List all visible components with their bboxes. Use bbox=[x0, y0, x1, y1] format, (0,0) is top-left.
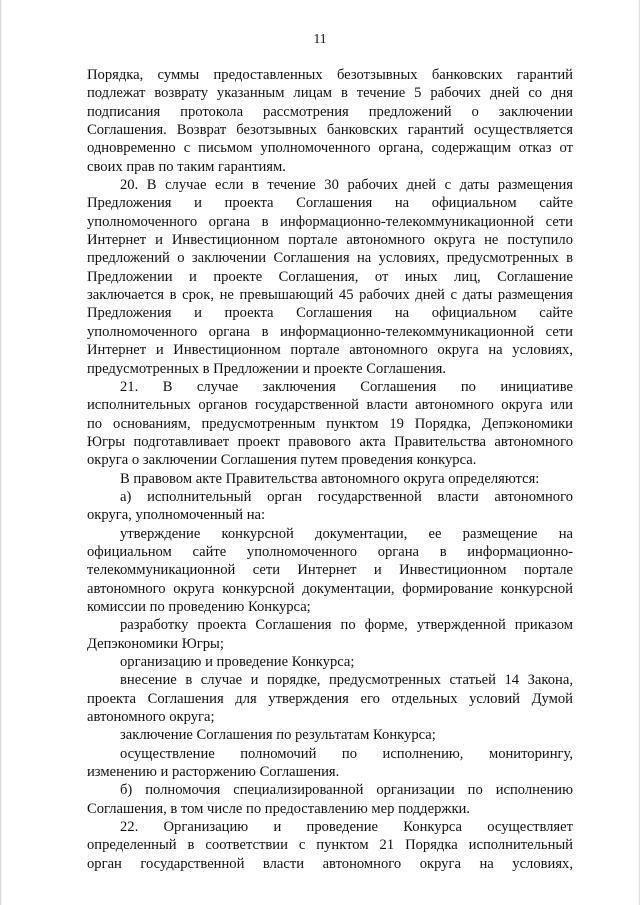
text-line: округа о заключении Соглашения путем проведения конкурса. bbox=[87, 452, 477, 469]
text-line: исполнительных органов государственной власти автономного округа или bbox=[87, 397, 573, 414]
text-line: подписания протокола рассмотрения предложений о заключении bbox=[87, 103, 573, 120]
text-line: организацию и проведение Конкурса; bbox=[120, 654, 355, 670]
text-line: предусмотренных в Предложении и проекте Соглашения. bbox=[87, 360, 447, 377]
text-line: Предложения и проекта Соглашения на официальном сайте bbox=[87, 195, 573, 212]
text-line: 20. В случае если в течение 30 рабочих дней с даты размещения bbox=[120, 177, 573, 194]
text-line: своих прав по таким гарантиям. bbox=[87, 158, 286, 175]
text-line: осуществление полномочий по исполнению, мониторингу, bbox=[120, 745, 573, 762]
text-line: автономного округа конкурсной документации, формирование конкурсной bbox=[87, 580, 573, 597]
text-line: Интернет и Инвестиционном портале автономного округа на условиях, bbox=[87, 342, 573, 359]
text-line: Порядка, суммы предоставленных безотзывных банковских гарантий bbox=[87, 67, 573, 83]
text-line: автономного округа; bbox=[87, 709, 215, 726]
text-line: внесение в случае и порядке, предусмотренных статьей 14 Закона, bbox=[120, 672, 573, 689]
text-line: а) исполнительный орган государственной власти автономного bbox=[120, 488, 573, 505]
text-line: уполномоченного органа в информационно-телекоммуникационной сети bbox=[87, 213, 573, 230]
text-line: округа, уполномоченный на: bbox=[87, 507, 266, 524]
text-line: В правовом акте Правительства автономного округа определяются: bbox=[120, 470, 540, 487]
text-line: заключение Соглашения по результатам Конкурса; bbox=[120, 727, 436, 744]
text-line: 22. Организацию и проведение Конкурса осуществляет bbox=[120, 819, 573, 836]
text-line: комиссии по проведению Конкурса; bbox=[87, 598, 311, 615]
page-number: 11 bbox=[313, 31, 327, 46]
text-line: телекоммуникационной сети Интернет и Инвестиционном портале bbox=[87, 562, 573, 579]
text-line: по основаниям, предусмотренным пунктом 19 Порядка, Депэкономики bbox=[87, 415, 573, 432]
text-line: Соглашения, в том числе по предоставлению мер поддержки. bbox=[87, 800, 471, 817]
document-body bbox=[87, 66, 573, 873]
text-line: Югры подготавливает проект правового акта Правительства автономного bbox=[87, 433, 573, 450]
text-line: 21. В случае заключения Соглашения по инициативе bbox=[120, 378, 573, 395]
text-line: уполномоченного органа в информационно-телекоммуникационной сети bbox=[87, 323, 573, 340]
text-line: определенный в соответствии с пунктом 21 Порядка исполнительный bbox=[87, 837, 573, 854]
text-line: б) полномочия специализированной организации по исполнению bbox=[120, 782, 573, 799]
text-line: Соглашения. Возврат безотзывных банковских гарантий осуществляется bbox=[87, 122, 573, 139]
scan-edge-left bbox=[0, 0, 2, 905]
text-line: подлежат возврату указанным лицам в течение 5 рабочих дней со дня bbox=[87, 85, 573, 102]
text-line: Депэкономики Югры; bbox=[87, 635, 224, 652]
text-line: официальном сайте уполномоченного органа в информационно- bbox=[87, 543, 573, 560]
text-line: орган государственной власти автономного округа на условиях, bbox=[87, 855, 573, 872]
text-line: Интернет и Инвестиционном портале автономного округа не поступило bbox=[87, 232, 573, 249]
text-line: заключается в срок, не превышающий 45 рабочих дней с даты размещения bbox=[87, 287, 573, 304]
text-line: изменению и расторжению Соглашения. bbox=[87, 764, 340, 781]
text-line: предложений о заключении Соглашения на условиях, предусмотренных в bbox=[87, 250, 573, 267]
text-line: Предложения и проекта Соглашения на официальном сайте bbox=[87, 305, 573, 322]
text-line: утверждение конкурсной документации, ее размещение на bbox=[120, 525, 573, 542]
text-line: разработку проекта Соглашения по форме, утвержденной приказом bbox=[120, 617, 573, 634]
text-line: одновременно с письмом уполномоченного органа, содержащим отказ от bbox=[87, 140, 573, 157]
text-line: Предложении и проекте Соглашения, от иных лиц, Соглашение bbox=[87, 268, 573, 285]
text-line: проекта Соглашения для утверждения его отдельных условий Думой bbox=[87, 690, 573, 707]
